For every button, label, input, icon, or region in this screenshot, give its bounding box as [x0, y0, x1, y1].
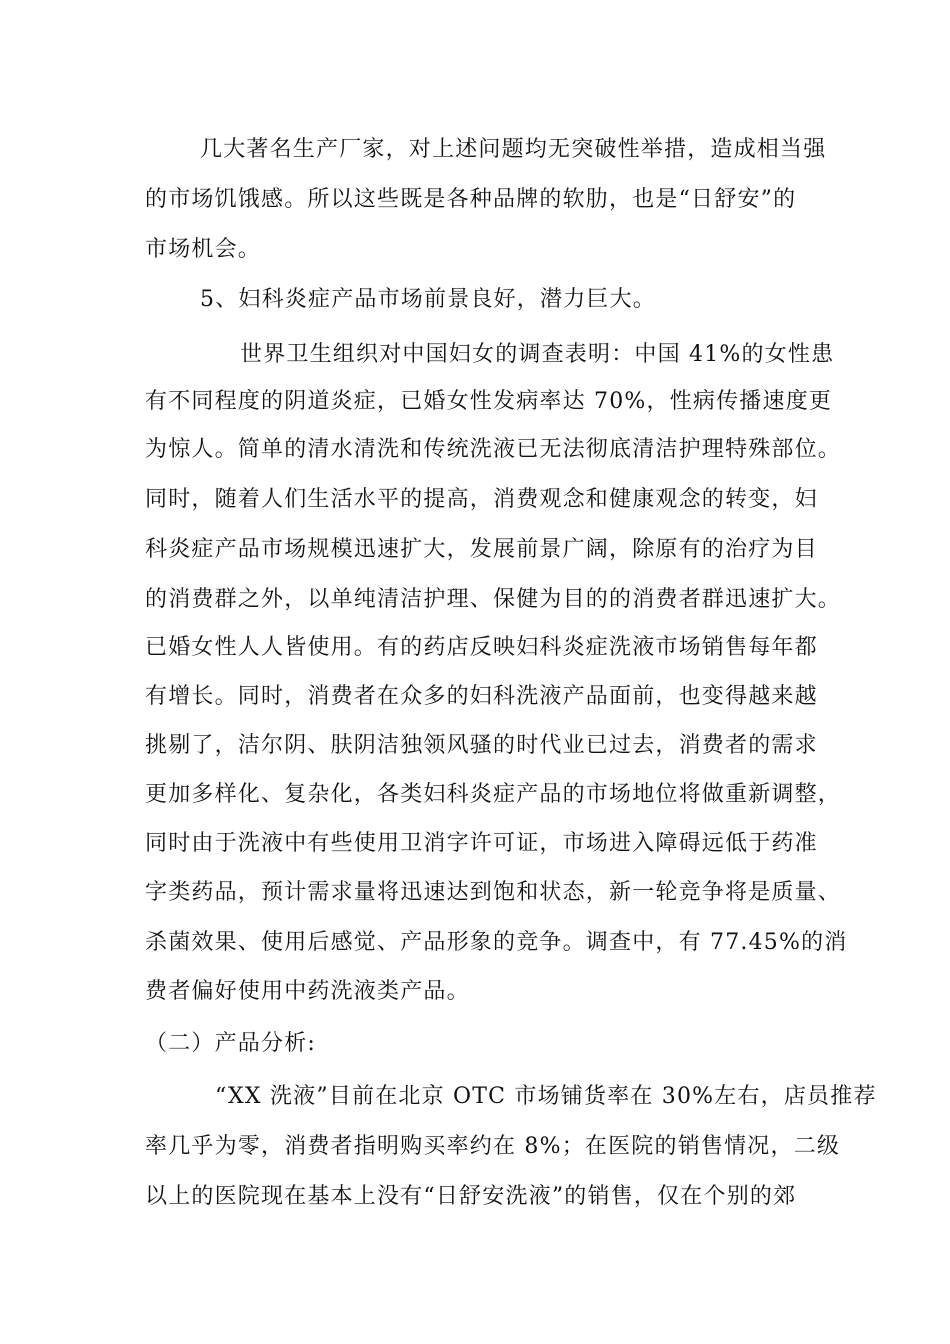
text-line: 为惊人。简单的清水清洗和传统洗液已无法彻底清洁护理特殊部位。 — [145, 437, 842, 462]
text-line: 同时由于洗液中有些使用卫消字许可证，市场进入障碍远低于药准 — [145, 831, 818, 856]
text-line: “XX 洗液”目前在北京 OTC 市场铺货率在 30%左右，店员推荐 — [215, 1084, 877, 1109]
text-line: 同时，随着人们生活水平的提高，消费观念和健康观念的转变，妇 — [145, 487, 818, 512]
text-line: 世界卫生组织对中国妇女的调查表明：中国 41%的女性患 — [240, 342, 835, 367]
text-line: 率几乎为零，消费者指明购买率约在 8%；在医院的销售情况，二级 — [145, 1134, 841, 1159]
text-line: 有增长。同时，消费者在众多的妇科洗液产品面前，也变得越来越 — [145, 684, 818, 709]
section-heading: 5、妇科炎症产品市场前景良好，潜力巨大。 — [200, 287, 656, 312]
text-line: 的消费群之外，以单纯清洁护理、保健为目的的消费者群迅速扩大。 — [145, 587, 842, 612]
text-line: 已婚女性人人皆使用。有的药店反映妇科炎症洗液市场销售每年都 — [145, 635, 818, 660]
text-line: 挑剔了，洁尔阴、肤阴洁独领风骚的时代业已过去，消费者的需求 — [145, 733, 818, 758]
text-line: 杀菌效果、使用后感觉、产品形象的竞争。调查中，有 77.45%的消 — [145, 930, 848, 955]
text-line: 以上的医院现在基本上没有“日舒安洗液”的销售，仅在个别的郊 — [145, 1184, 797, 1209]
text-line: 字类药品，预计需求量将迅速达到饱和状态，新一轮竞争将是质量、 — [145, 880, 842, 905]
text-line: 的市场饥饿感。所以这些既是各种品牌的软肋，也是“日舒安”的 — [145, 187, 797, 212]
text-line: 有不同程度的阴道炎症，已婚女性发病率达 70%，性病传播速度更 — [145, 389, 833, 414]
section-heading: （二）产品分析: — [145, 1031, 317, 1056]
text-line: 科炎症产品市场规模迅速扩大，发展前景广阔，除原有的治疗为目 — [145, 537, 818, 562]
text-line: 几大著名生产厂家，对上述问题均无突破性举措，造成相当强 — [200, 137, 827, 162]
text-line: 费者偏好使用中药洗液类产品。 — [145, 979, 470, 1004]
text-line: 市场机会。 — [145, 237, 262, 262]
text-line: 更加多样化、复杂化，各类妇科炎症产品的市场地位将做重新调整， — [145, 782, 842, 807]
